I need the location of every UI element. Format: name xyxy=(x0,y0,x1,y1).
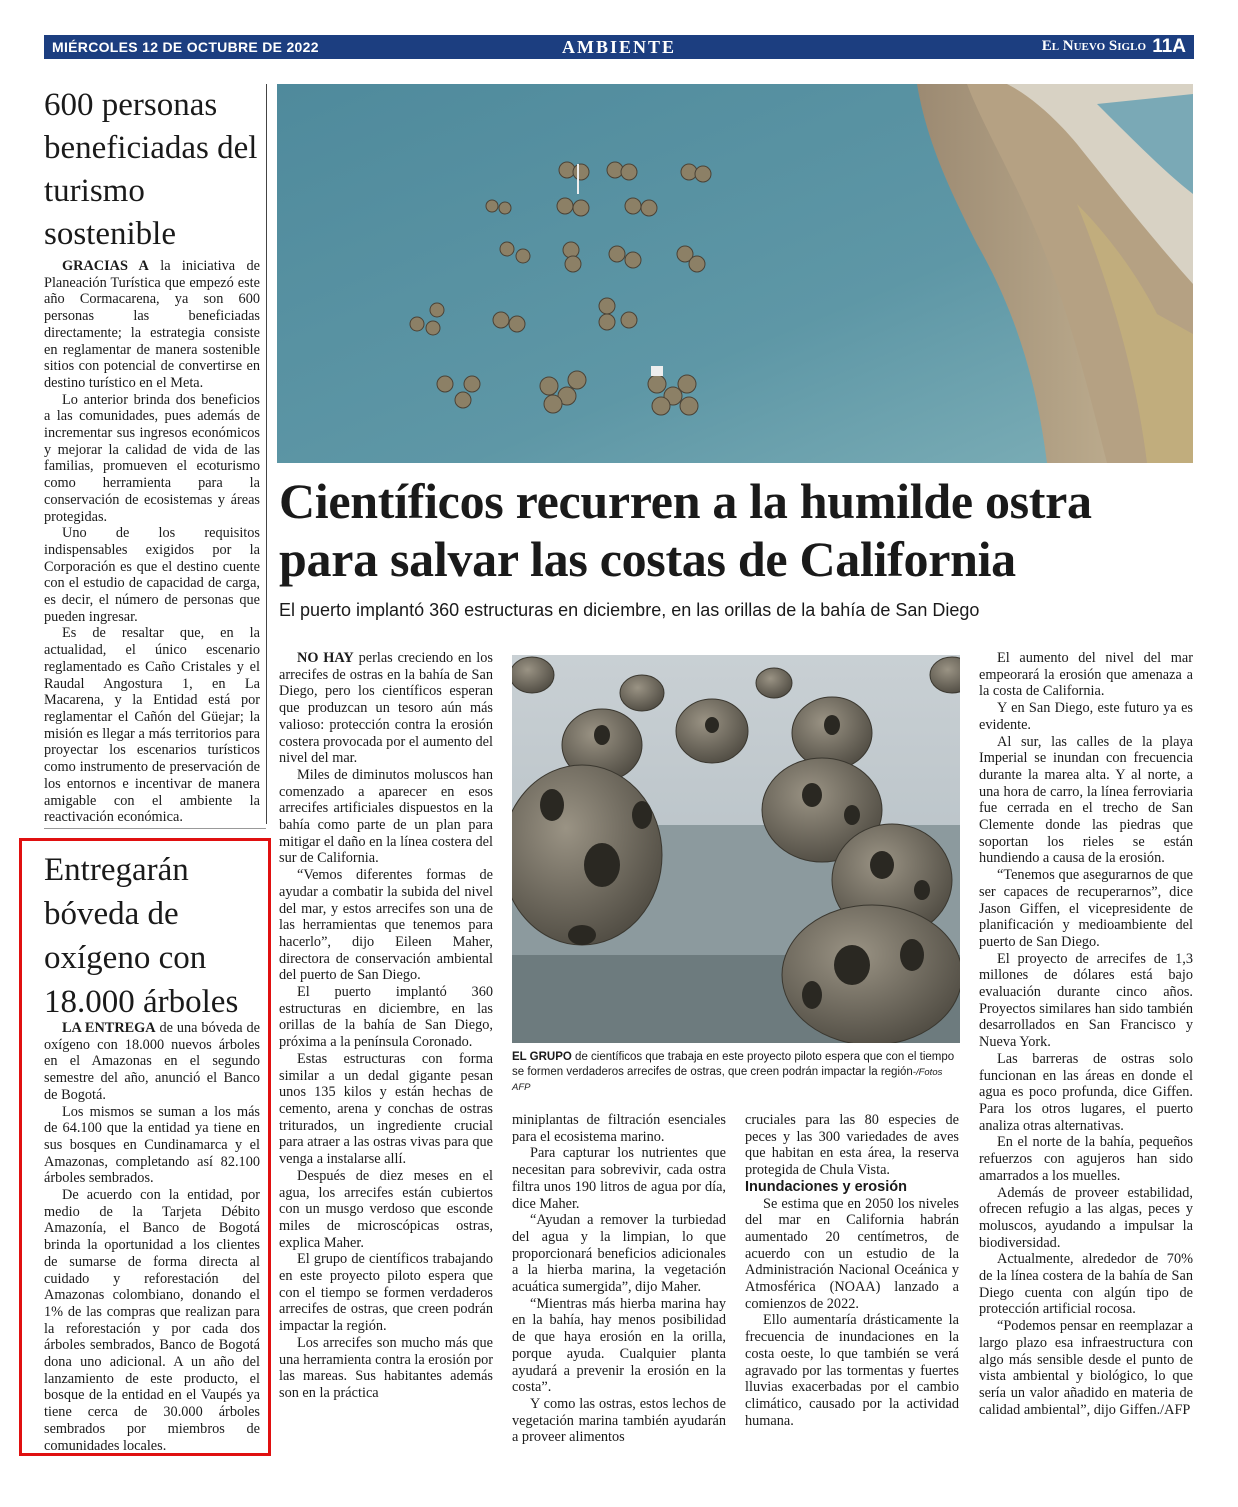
section-subhead: Inundaciones y erosión xyxy=(745,1178,907,1195)
aerial-reef-illustration xyxy=(277,84,1193,463)
main-paragraph: Miles de diminutos moluscos han comenzado a aparecer en esos arrecifes artificiales dispuestos en la bahía como parte de un plan para mitigar el daño en la línea costera del sur de California. xyxy=(279,766,493,867)
article2-paragraph xyxy=(44,1020,260,1104)
header-section: AMBIENTE xyxy=(561,37,676,57)
main-paragraph: Después de diez meses en el agua, los arrecifes están cubiertos con un musgo verdoso que esconde miles de microscópicas ostras, explica Maher. xyxy=(279,1167,493,1251)
reef-balls-illustration xyxy=(512,655,960,1043)
main-paragraph: “Ayudan a remover la turbiedad del agua y la limpian, lo que proporcionará beneficios adicionales a la hierba marina, la vegetación acuática sumergida”, dijo Maher. xyxy=(512,1212,726,1296)
main-paragraph: cruciales para las 80 especies de peces y las 300 variedades de aves que habitan en esta área, la reserva protegida de Chula Vista. xyxy=(745,1112,959,1179)
article1-title: 600 personas beneficiadas del turismo sostenible xyxy=(44,87,258,252)
main-column-c xyxy=(745,1112,959,1429)
article2-p1: de una bóveda de oxígeno con 18.000 nuevos árboles en el Amazonas en el segundo semestre del año, anunció el Banco de Bogotá. xyxy=(44,1020,260,1103)
main-paragraph: “Podemos pensar en reemplazar a largo plazo esa infraestructura con algo más sensible desde el punto de vista ambiental y biológico, lo que sería un valor añadido en materia de calidad ambiental”, dijo Giffen./AFP xyxy=(979,1318,1193,1418)
main-paragraph: “Tenemos que asegurarnos de que ser capaces de recuperarnos”, dice Jason Giffen, el vicepresidente de planificación y medioambiente del puerto de San Diego. xyxy=(979,867,1193,950)
article2-paragraph: De acuerdo con la entidad, por medio de la Tarjeta Débito Amazonía, el Banco de Bogotá brinda la oportunidad a los clientes de sumarse de forma directa al cuidado y reforestación del Amazonas colombiano, donando el 1% de las compras que realizan para la reforestación y por cada dos árboles sembrados, Banco de Bogotá dona uno adicional. A un año del lanzamiento de este producto, el bosque de la entidad en el Vaupés ya tiene cerca de 30.000 árboles sembrados por miembros de comunidades locales. xyxy=(44,1187,260,1454)
header-date: MIÉRCOLES 12 DE OCTUBRE DE 2022 xyxy=(52,39,319,55)
main-paragraph: Actualmente, alrededor de 70% de la línea costera de la bahía de San Diego cuenta con algún tipo de protección artificial rocosa. xyxy=(979,1251,1193,1318)
caption-text: de científicos que trabaja en este proyecto piloto espera que con el tiempo se formen verdaderos arrecifes de ostras, que creen podrán impactar la región xyxy=(512,1051,955,1078)
main-paragraph: Para capturar los nutrientes que necesitan para sobrevivir, cada ostra filtra unos 190 litros de agua por día, dice Maher. xyxy=(512,1145,726,1212)
column-divider xyxy=(266,84,267,824)
main-paragraph: El proyecto de arrecifes de 1,3 millones de dólares está bajo evaluación durante cinco años. Proyectos similares han sido también desarrollados en San Francisco y Nueva York. xyxy=(979,950,1193,1051)
article1-body xyxy=(44,258,260,826)
main-paragraph: miniplantas de filtración esenciales para el ecosistema marino. xyxy=(512,1112,726,1145)
main-lead: NO HAY xyxy=(297,650,354,666)
main-paragraph: El grupo de científicos trabajando en este proyecto piloto espera que con el tiempo se formen verdaderos arrecifes de ostras, que creen podrán impactar la región. xyxy=(279,1251,493,1335)
main-paragraph: En el norte de la bahía, pequeños refuerzos con agujeros han sido amarrados a los muelles. xyxy=(979,1134,1193,1184)
article2-body xyxy=(44,1020,260,1454)
header-page-number: 11A xyxy=(1152,36,1186,57)
photo-caption xyxy=(512,1050,960,1096)
article2-paragraph: Los mismos se suman a los más de 64.100 que la entidad ya tiene en sus bosques en Cundinamarca y el Amazonas, completando así 82.100 árboles sembrados. xyxy=(44,1103,260,1187)
page-header xyxy=(44,35,1194,59)
main-paragraph: “Vemos diferentes formas de ayudar a combatir la subida del nivel del mar, y estos arrecifes son una de las herramientas que tenemos para hacerlo”, dijo Eileen Maher, directora de conservación ambiental del puerto de San Diego. xyxy=(279,867,493,984)
main-paragraph: Y como las ostras, estos lechos de vegetación marina también ayudarán a proveer alimentos xyxy=(512,1395,726,1446)
caption-credit: -/Fotos AFP xyxy=(512,1066,943,1093)
aerial-reef-photo xyxy=(277,84,1193,463)
caption-lead: EL GRUPO xyxy=(512,1051,572,1063)
main-p1: perlas creciendo en los arrecifes de ostras en la bahía de San Diego, pero los científicos esperan que produzcan un tesoro aún más valioso: protección contra la erosión costera provocada por el aumento del nivel del mar. xyxy=(279,650,493,767)
main-paragraph: Y en San Diego, este futuro ya es evidente. xyxy=(979,700,1193,733)
main-paragraph: Las barreras de ostras solo funcionan en las áreas en donde el agua es poco profunda, dice Giffen. Para los otros lugares, el puerto analiza otras alternativas. xyxy=(979,1050,1193,1134)
article1-paragraph xyxy=(44,258,260,392)
main-paragraph: Ello aumentaría drásticamente la frecuencia de inundaciones en la costa oeste, lo que también se verá agravado por las tormentas y fuertes lluvias exacerbadas por el cambio climático, causado por la actividad humana. xyxy=(745,1312,959,1429)
article1-paragraph: Uno de los requisitos indispensables exigidos por la Corporación es que el destino cuente con el estudio de capacidad de carga, es decir, el número de personas que pueden ingresar. xyxy=(44,525,260,625)
main-subhead: El puerto implantó 360 estructuras en diciembre, en las orillas de la bahía de San Diego xyxy=(279,600,980,620)
main-paragraph: Además de proveer estabilidad, ofrecen refugio a las algas, peces y moluscos, ayudando a impulsar la biodiversidad. xyxy=(979,1184,1193,1251)
main-headline: Científicos recurren a la humilde ostra para salvar las costas de California xyxy=(279,473,1092,587)
article2-lead: LA ENTREGA xyxy=(62,1020,156,1036)
main-column-b xyxy=(512,1112,726,1446)
header-newspaper: El Nuevo Siglo xyxy=(1041,38,1146,54)
main-column-d xyxy=(979,650,1193,1418)
main-column-a xyxy=(279,650,493,1402)
main-paragraph xyxy=(279,650,493,767)
main-paragraph: Se estima que en 2050 los niveles del mar en California habrán aumentado 20 centímetros, de acuerdo con un estudio de la Administración Nacional Oceánica y Atmosférica (NOAA) lanzado a comienzos de 2022. xyxy=(745,1195,959,1312)
article2-title: Entregarán bóveda de oxígeno con 18.000 árboles xyxy=(44,852,239,1020)
main-paragraph: “Mientras más hierba marina hay en la bahía, hay menos posibilidad de que haya erosión en la orilla, porque ayuda. Cualquier planta ayudará a prevenir la erosión en la costa”. xyxy=(512,1295,726,1396)
reef-balls-photo xyxy=(512,655,960,1043)
article1-p1: la iniciativa de Planeación Turística que empezó este año Cormacarena, ya son 600 personas las beneficiadas directamente; la estrategia consiste en reglamentar de manera sostenible sitios con potencial de convertirse en destino turístico en el Meta. xyxy=(44,258,261,391)
main-paragraph: Al sur, las calles de la playa Imperial se inundan con frecuencia durante la marea alta. Y al norte, a una hora de carro, la línea ferroviaria fue cerrada en el trecho de San Clemente donde las piedras que soportan los rieles se están hundiendo a causa de la erosión. xyxy=(979,733,1193,867)
section-divider xyxy=(44,828,266,829)
article1-paragraph: Es de resaltar que, en la actualidad, el único escenario reglamentado es Caño Cristales y el Raudal Angostura 1, en La Macarena, y la Entidad está por reglamentar el Cañón del Güejar; la misión es llegar a más territorios para proyectar los escenarios turísticos como instrumento de preservación de los entornos e incentivar de manera amigable con el ambiente la reactivación económica. xyxy=(44,625,260,826)
article1-paragraph: Lo anterior brinda dos beneficios a las comunidades, pues además de incrementar sus ingresos económicos y mejorar la calidad de vida de las familias, promueven el ecoturismo como herramienta para la conservación de ecosistemas y áreas protegidas. xyxy=(44,391,260,525)
main-paragraph: El puerto implantó 360 estructuras en diciembre, en las orillas de la bahía de San Diego, próxima a la península Coronado. xyxy=(279,984,493,1051)
main-paragraph: Estas estructuras con forma similar a un dedal gigante pesan unos 135 kilos y están hechas de cemento, arena y conchas de ostras triturados, un ingrediente crucial para atraer a las ostras vivas para que venga a instalarse allí. xyxy=(279,1050,493,1168)
main-paragraph: Los arrecifes son mucho más que una herramienta contra la erosión por las mareas. Sus habitantes además son en la práctica xyxy=(279,1334,493,1401)
main-paragraph: El aumento del nivel del mar empeorará la erosión que amenaza a la costa de California. xyxy=(979,650,1193,700)
article1-lead: GRACIAS A xyxy=(62,258,149,274)
